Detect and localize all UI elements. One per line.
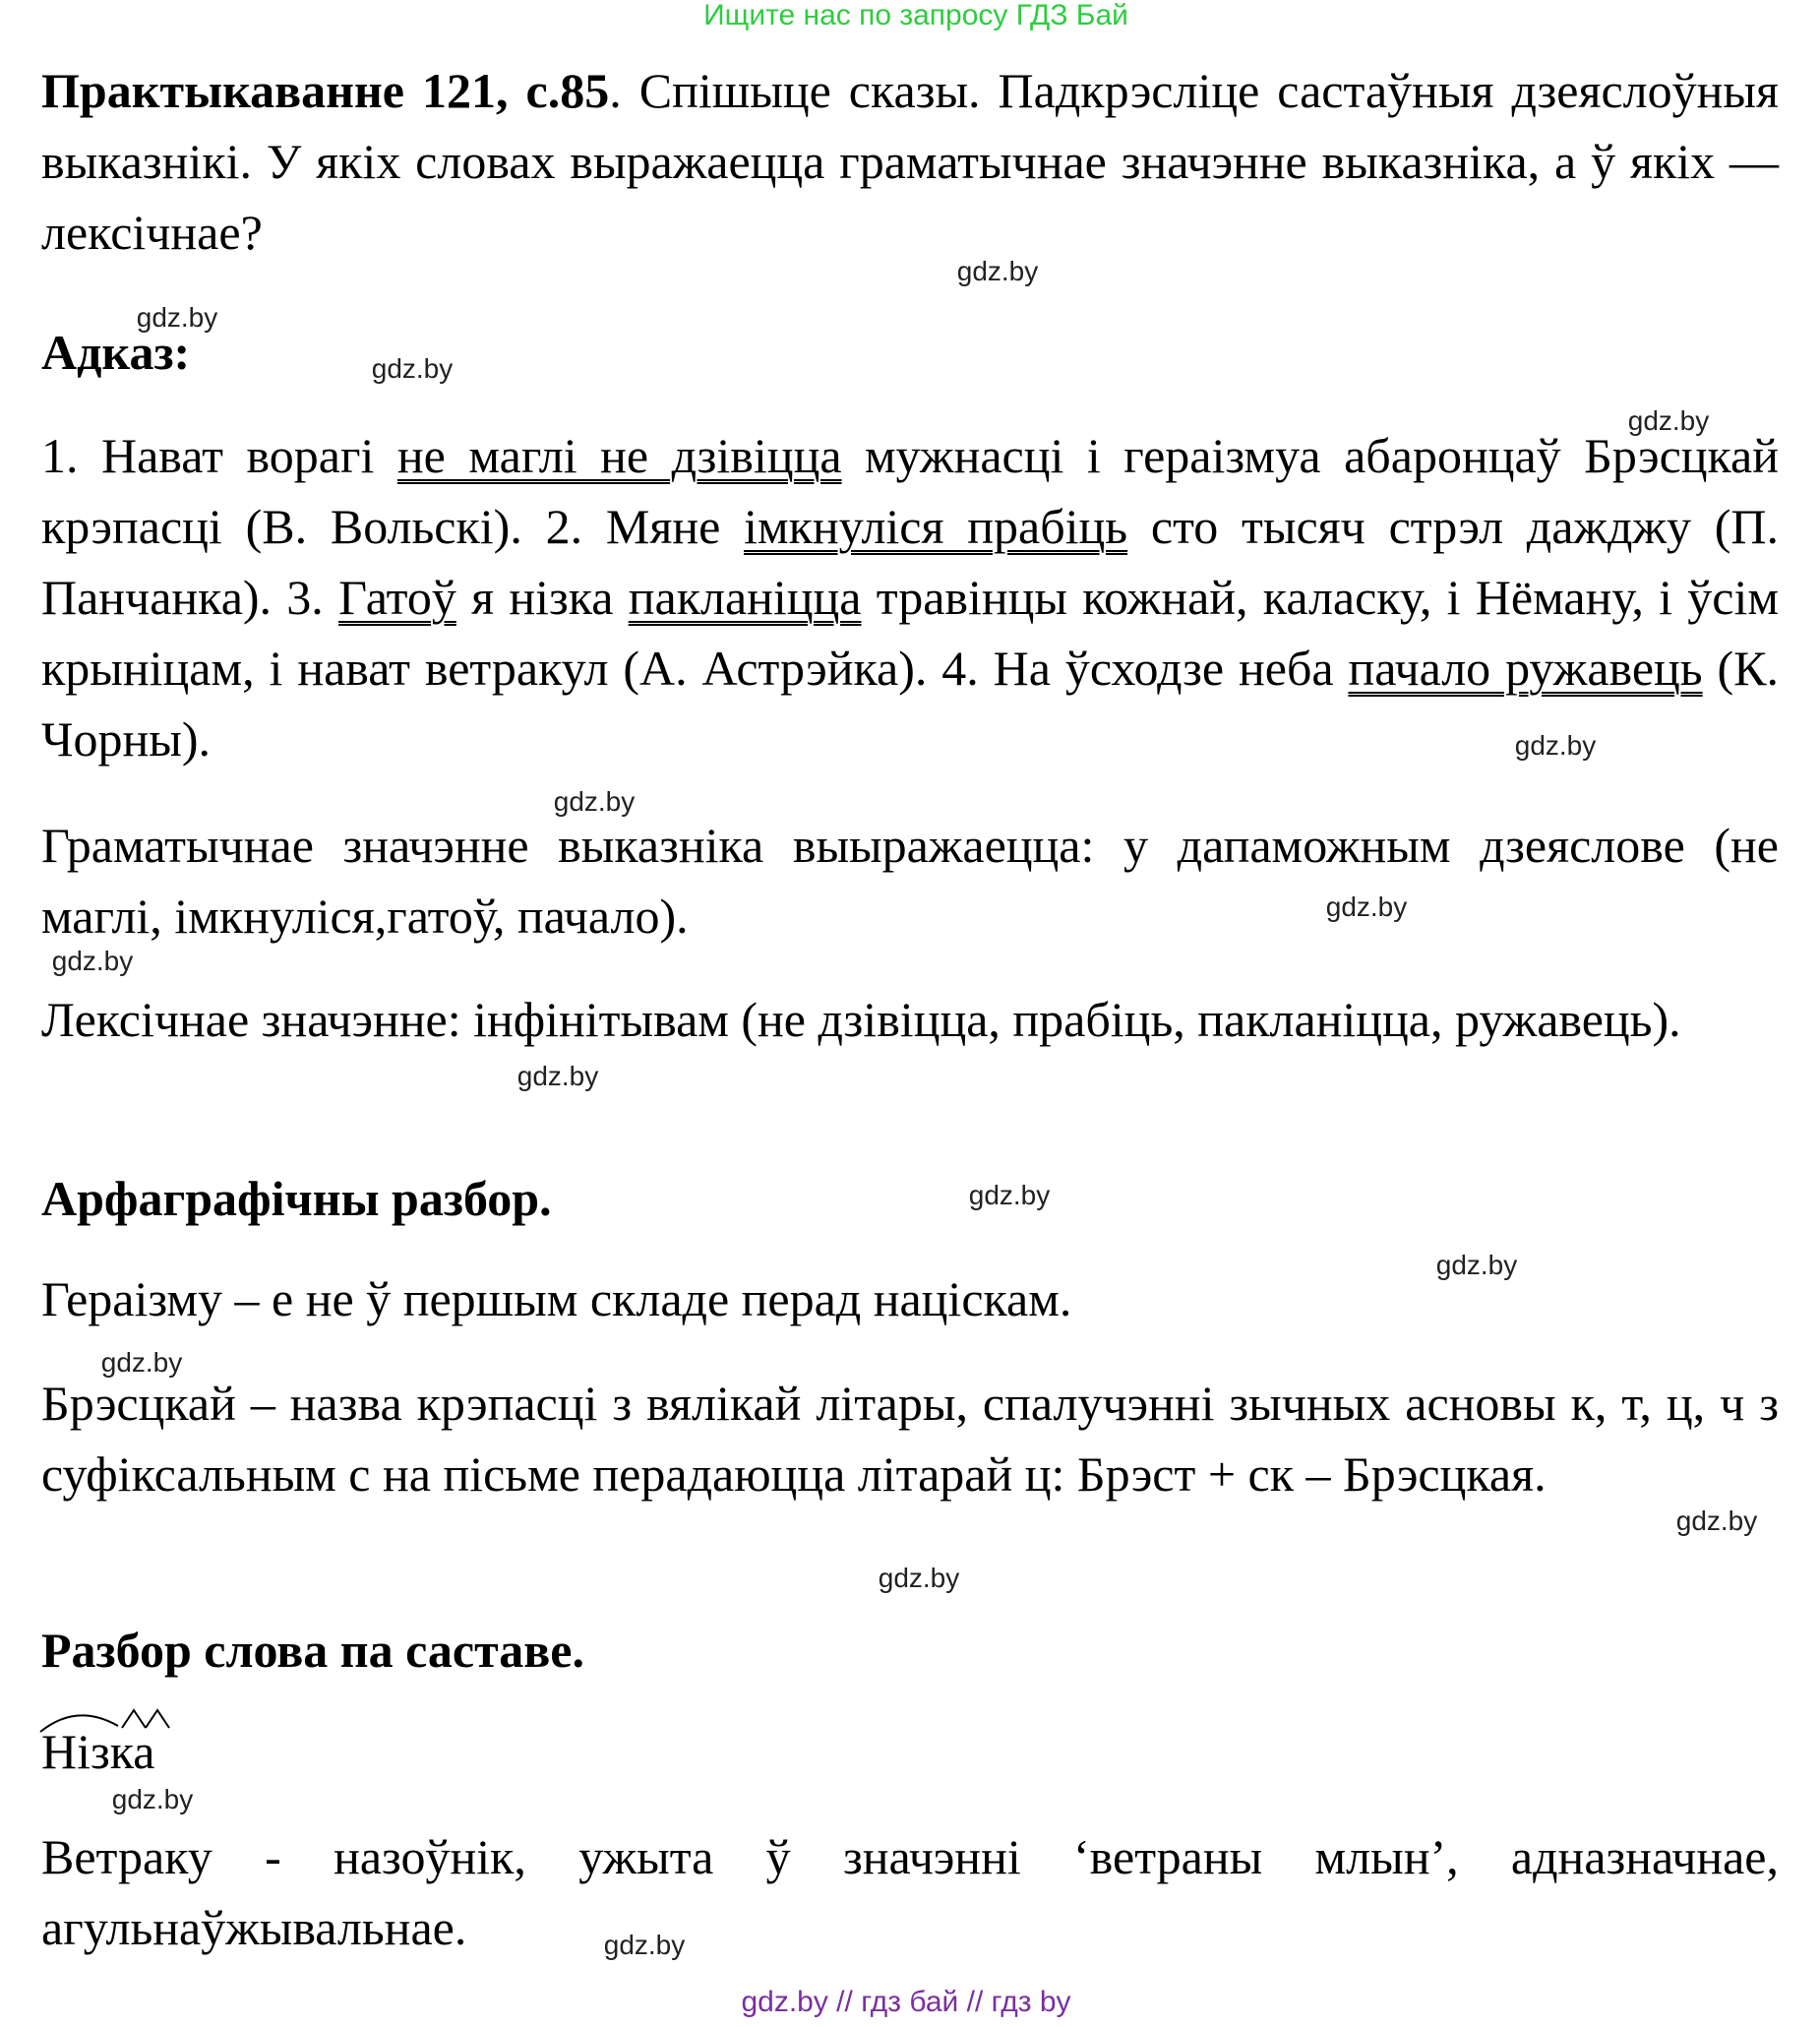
watermark: gdz.by [1435, 1250, 1518, 1280]
predicate-underlined: пачало ружавець [1348, 641, 1703, 696]
watermark: gdz.by [968, 1180, 1051, 1210]
orthography-item: Гераізму – е не ў першым складе перад націскам. [41, 1271, 1072, 1326]
predicate-underlined: імкнуліся прабіць [744, 499, 1128, 554]
lexical-meaning: Лексічнае значэнне: інфінітывам (не дзівіцца, прабіць, пакланіцца, ружавець). [41, 992, 1681, 1047]
text: (К. Чорны). [41, 641, 1780, 767]
text: 1. Нават ворагі [41, 428, 397, 483]
text: травінцы кожнай, каласку, і Нёману, і ўсім крыніцам, і нават ветракул (А. Астрэйка). 4. На ўсходзе неба [41, 570, 1779, 696]
orthography-heading: Арфаграфічны разбор. [41, 1171, 552, 1226]
vetraku-analysis: Ветраку - назоўнік, ужыта ў значэнні ‘ветраны млын’, адназначнае, агульнаўжывальнае. [41, 1829, 1779, 1955]
text: сто тысяч стрэл дажджу (П. Панчанка). 3. [41, 499, 1779, 625]
answer-sentences [41, 420, 1779, 774]
watermark: gdz.by [111, 1784, 194, 1814]
watermark: gdz.by [1675, 1505, 1758, 1536]
watermark: gdz.by [516, 1061, 599, 1091]
text: мужнасці і гераізмуа абаронцаў Брэсцкай крэпасці (В. Вольскі). 2. Мяне [41, 428, 1780, 554]
task-dot: . [609, 63, 622, 118]
predicate-underlined: не маглі не дзівіцца [396, 428, 842, 483]
orthography-item: Брэсцкай – назва крэпасці з вялікай літары, спалучэнні зычных асновы к, т, ц, ч з суфіксальным с на пісьме перадаюцца літарай ц: Брэст + ск – Брэсцкая. [41, 1376, 1779, 1502]
watermark: gdz.by [1514, 730, 1597, 761]
predicate-underlined: пакланіцца [628, 570, 862, 625]
watermark: gdz.by [553, 786, 636, 817]
grammatical-meaning: Граматычнае значэнне выказніка выыражаецца: у дапаможным дзеяслове (не маглі, імкнуліся,гатоў, пачало). [41, 818, 1779, 944]
watermark: gdz.by [878, 1563, 960, 1593]
text: я нізка [455, 570, 629, 625]
watermark: gdz.by [1627, 405, 1710, 436]
task-statement [41, 55, 1779, 268]
predicate-underlined: Гатоў [338, 570, 456, 625]
watermark: gdz.by [136, 302, 218, 333]
morphemic-word [41, 1716, 1779, 1787]
word: Нізка [41, 1724, 155, 1779]
watermark: gdz.by [100, 1347, 183, 1378]
watermark: gdz.by [371, 353, 454, 384]
task-title: Практыкаванне 121, с.85 [41, 63, 610, 118]
watermark: gdz.by [51, 946, 134, 976]
word-with-morpheme-marks [41, 1716, 154, 1787]
task-text: Спішыце сказы. Падкрэсліце састаўныя дзеяслоўныя выказнікі. У якіх словах выражаецца граматычнае значэнне выказніка, а ў якіх — лексічнае? [41, 63, 1779, 260]
footer-links[interactable]: gdz.by // гдз бай // гдз by [741, 1986, 1071, 2018]
answer-heading: Адказ: [41, 325, 191, 380]
watermark: gdz.by [956, 256, 1039, 286]
morpheme-marks-icon [37, 1704, 175, 1744]
search-hint-link[interactable]: Ищите нас по запросу ГДЗ Бай [703, 0, 1128, 31]
watermark: gdz.by [603, 1930, 686, 1960]
morphemic-heading: Разбор слова па саставе. [41, 1623, 584, 1678]
watermark: gdz.by [1325, 891, 1408, 922]
